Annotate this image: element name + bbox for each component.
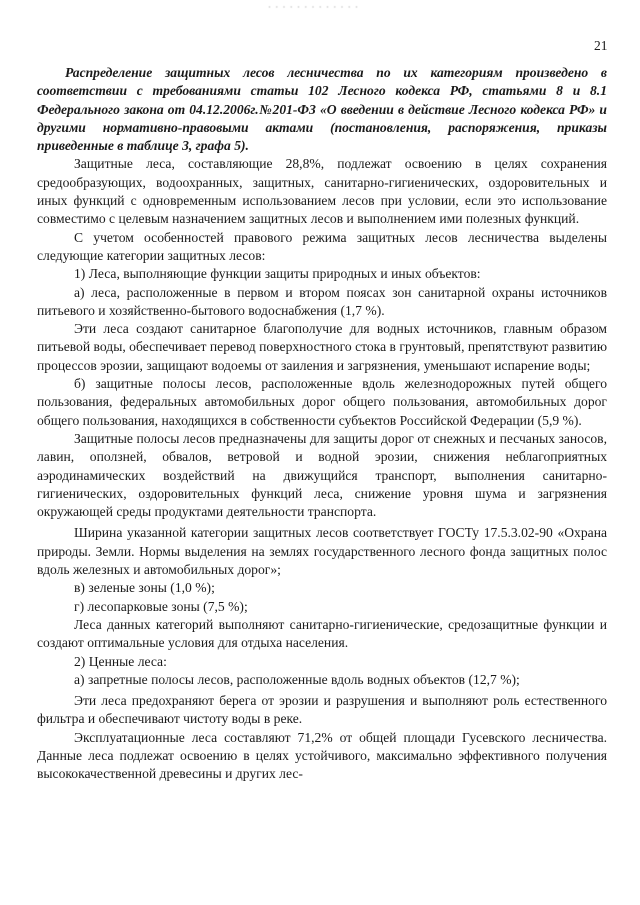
paragraph: Эти леса предохраняют берега от эрозии и разрушения и выполняют роль естественного фильтра и обеспечивают чистоту воды в реке. (37, 693, 607, 727)
paragraph: Леса данных категорий выполняют санитарно-гигиенические, средозащитные функции и создают оптимальные условия для отдыха населения. (37, 616, 607, 651)
list-item: а) леса, расположенные в первом и втором поясах зон санитарной охраны источников питьевого и хозяйственно-бытового водоснабжения (1,7 %). (37, 284, 607, 318)
list-item: а) запретные полосы лесов, расположенные вдоль водных объектов (12,7 %); (74, 671, 520, 687)
paragraph: С учетом особенностей правового режима защитных лесов лесничества выделены следующие категории защитных лесов: (37, 229, 607, 263)
list-item: в) зеленые зоны (1,0 %); (74, 580, 215, 596)
paragraph: Эти леса создают санитарное благополучие для водных источников, главным образом питьевой воды, обеспечивает перевод поверхностного стока в грунтовый, препятствуют развитию процессов эрозии, защищают водоемы от заиления и загрязнения, уменьшают испарение воды; (37, 321, 607, 373)
paragraph: Ширина указанной категории защитных лесов соответствует ГОСТу 17.5.3.02-90 «Охрана природы. Земли. Нормы выделения на землях государственного лесного фонда защитных полос вдоль железных и автомобильных дорог»; (37, 525, 607, 578)
section-heading: Распределение защитных лесов лесничества по их категориям произведено в соответствии с требованиями статьи 102 Лесного кодекса РФ, статьями 8 и 8.1 Федерального закона от 04.12.2006г.№201-ФЗ «О введении в действие Лесного кодекса РФ» и другими нормативно-правовыми актами (постановления, распоряжения, приказы приведенные в таблице 3, графа 5). (37, 65, 607, 154)
list-item: 2) Ценные леса: (74, 653, 167, 669)
page-number: 21 (594, 38, 608, 53)
list-item: б) защитные полосы лесов, расположенные вдоль железнодорожных путей общего пользования, федеральных автомобильных дорог общего пользования, автомобильных дорог общего пользования, находящихся в собственности субъектов Российской Федерации (5,9 %). (37, 376, 607, 428)
paragraph: Эксплуатационные леса составляют 71,2% от общей площади Гусевского лесничества. Данные леса подлежат освоению в целях устойчивого, максимально эффективного получения высококачественной древесины и других лес- (37, 729, 607, 782)
list-item: г) лесопарковые зоны (7,5 %); (74, 598, 248, 614)
list-item: 1) Леса, выполняющие функции защиты природных и иных объектов: (74, 266, 481, 282)
paragraph: Защитные леса, составляющие 28,8%, подлежат освоению в целях сохранения средообразующих, водоохранных, защитных, санитарно-гигиенических, оздоровительных и иных функций с одновременным использованием лесов при условии, если это использование совместимо с целевым назначением защитных лесов и выполнением ими полезных функций. (37, 156, 607, 227)
paragraph: Защитные полосы лесов предназначены для защиты дорог от снежных и песчаных заносов, лавин, оползней, обвалов, ветровой и водной эрозии, снижения неблагоприятных аэродинамических воздействий на движущийся транспорт, выполнения санитарно-гигиенических, оздоровительных функций леса, снижение уровня шума и загрязнения окружающей среды продуктами деятельности транспорта. (37, 430, 607, 520)
scan-artifact: · · · · · · · · · · · · · (268, 2, 359, 12)
document-body (37, 64, 607, 784)
